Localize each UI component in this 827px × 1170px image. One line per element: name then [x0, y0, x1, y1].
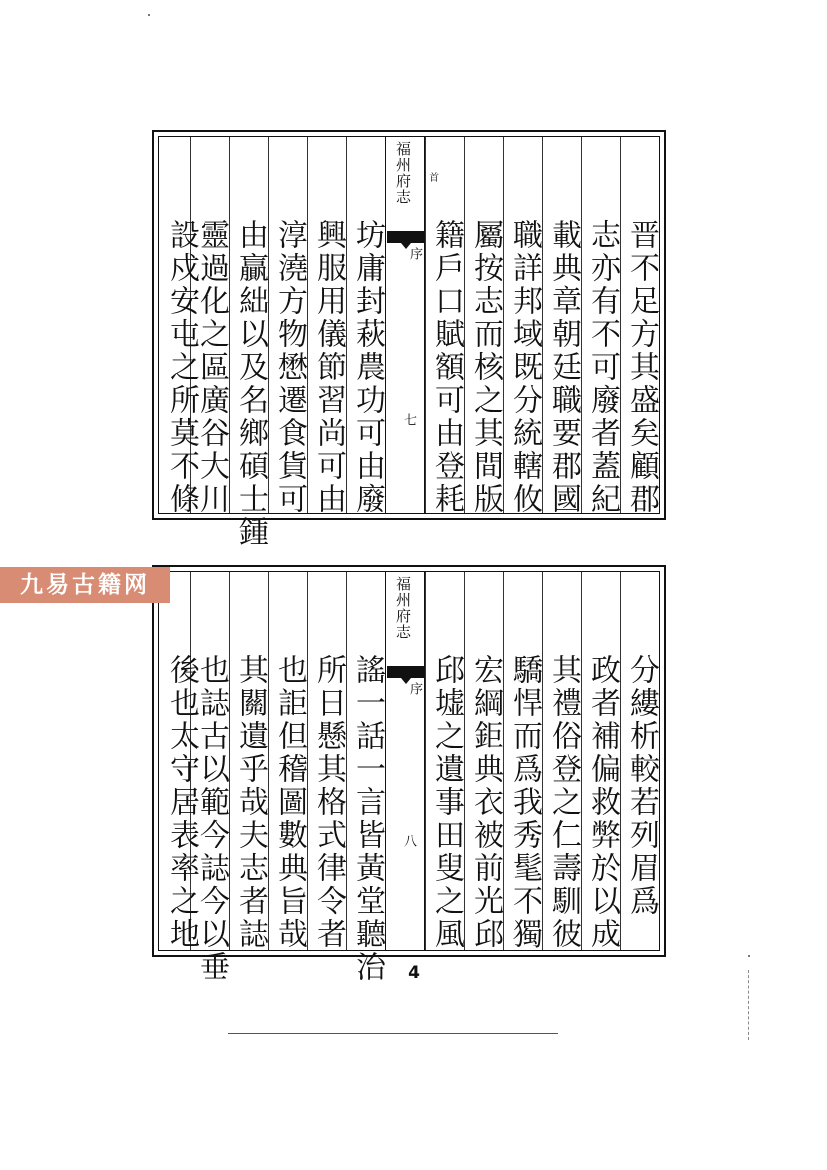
column-text: 也誌古以範今誌今以垂 [194, 654, 229, 984]
column-text: 也詎但稽圖數典旨哉 [272, 654, 307, 951]
fold-strip [385, 137, 425, 513]
leaf-number: 八 [401, 834, 416, 847]
text-column [503, 572, 542, 950]
column-text: 其關遺乎哉夫志者誌 [233, 654, 268, 951]
upper-page-frame [158, 136, 660, 549]
column-text: 分縷析較若列眉爲 [624, 654, 659, 918]
lower-page-block [152, 565, 666, 984]
column-text: 晋不足方其盛矣顧郡 [624, 219, 659, 516]
column-text: 靈過化之區廣谷大川 [194, 219, 229, 516]
column-text: 邱墟之遺事田叟之風 [429, 654, 464, 951]
text-column [346, 137, 385, 516]
column-text: 政者補偏救弊於以成 [585, 654, 620, 951]
juan-label: 序 [407, 247, 422, 260]
text-column [229, 137, 268, 549]
fold-strip [385, 572, 425, 950]
text-column [229, 572, 268, 950]
text-column [542, 572, 581, 950]
text-column [464, 137, 503, 516]
lower-page-frame [158, 571, 660, 984]
column-text: 謠一話一言皆黃堂聽治 [350, 654, 385, 984]
column-text: 興服用儀節習尚可由 [311, 219, 346, 516]
column-text: 屬按志而核之其間版 [468, 219, 503, 516]
text-column [307, 137, 346, 516]
text-column [346, 572, 385, 984]
running-title: 福州府志 [394, 576, 412, 640]
column-text: 籍戶口賦額可由登耗 [429, 219, 464, 516]
text-column [542, 137, 581, 516]
text-column [620, 572, 659, 950]
text-column [425, 137, 464, 516]
column-text: 由贏絀以及名鄉碩士鍾 [233, 219, 268, 549]
fish-tail-mark [387, 666, 425, 678]
upper-page-block [152, 130, 666, 549]
page-number: 4 [408, 963, 420, 983]
text-column [307, 572, 346, 950]
text-column [620, 137, 659, 516]
scan-dash-line [748, 970, 750, 1040]
text-column [268, 572, 307, 950]
text-column [581, 137, 620, 516]
column-text: 宏綱鉅典衣被前光邱 [468, 654, 503, 951]
text-column [503, 137, 542, 516]
text-column [581, 572, 620, 950]
column-text: 職詳邦域既分統轄攸 [507, 219, 542, 516]
text-column [151, 137, 199, 516]
fish-tail-mark [387, 231, 425, 243]
watermark-banner: 九易古籍网 [0, 567, 170, 603]
juan-label: 序 [407, 682, 422, 695]
column-text: 驕悍而爲我秀髦不獨 [507, 654, 542, 951]
column-text: 所日懸其格式律令者 [311, 654, 346, 951]
scan-speck [148, 14, 150, 16]
scan-speck [748, 955, 750, 957]
column-text: 其禮俗登之仁壽馴彼 [546, 654, 581, 951]
column-text: 設戍安屯之所莫不條 [164, 219, 199, 516]
leaf-number: 七 [401, 413, 416, 426]
text-column [151, 572, 199, 951]
scan-rule-line [228, 1033, 558, 1034]
text-column [268, 137, 307, 516]
column-text: 坊庸封萩農功可由廢 [350, 219, 385, 516]
column-text: 後也太守居表率之地 [164, 654, 199, 951]
running-title: 福州府志 [394, 141, 412, 205]
column-text: 志亦有不可廢者蓋紀 [585, 219, 620, 516]
text-column [464, 572, 503, 950]
text-column [425, 572, 464, 950]
corner-mark: 首 [429, 173, 439, 184]
column-text: 載典章朝廷職要郡國 [546, 219, 581, 516]
column-text: 淳澆方物懋遷食貨可 [272, 219, 307, 516]
